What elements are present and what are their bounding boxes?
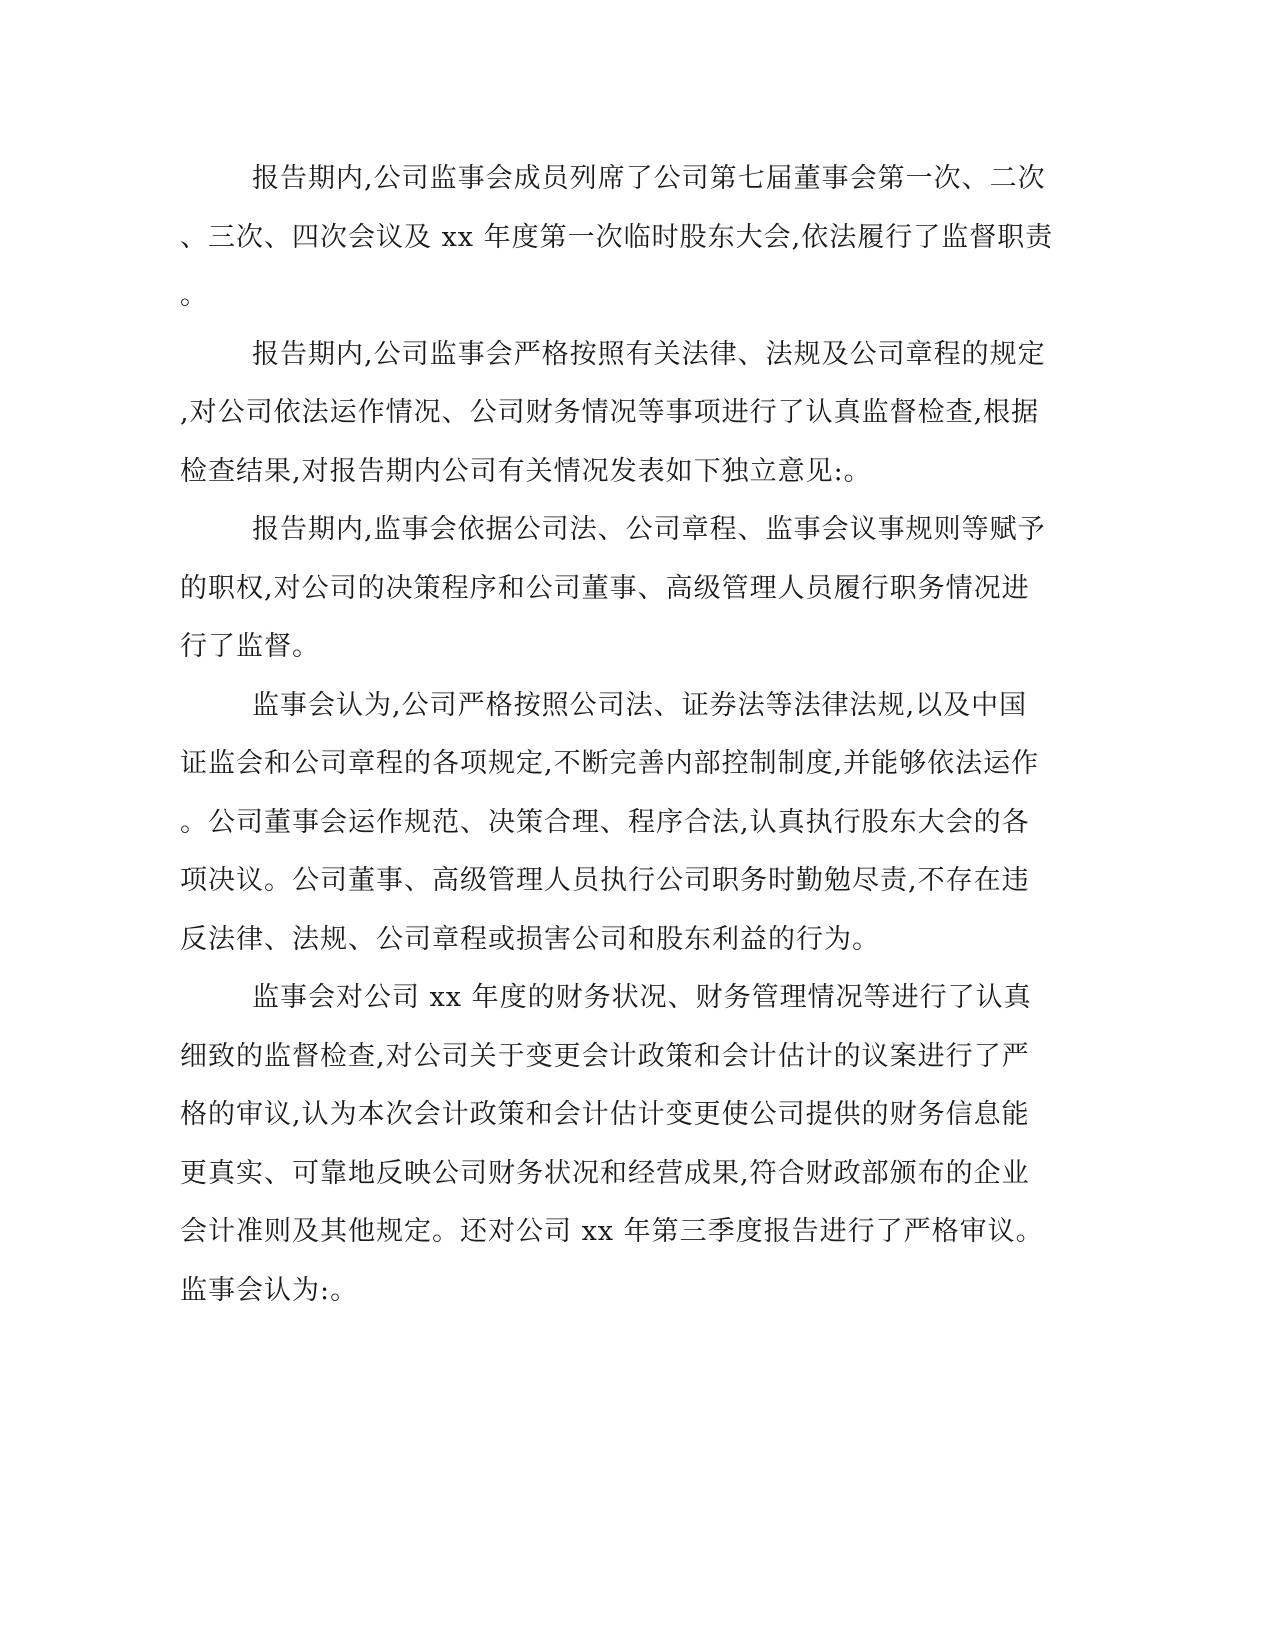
paragraph-3 xyxy=(180,501,1046,677)
text-line: 格的审议,认为本次会计政策和会计估计变更使公司提供的财务信息能 xyxy=(180,1099,1030,1130)
text-line: 报告期内,监事会依据公司法、公司章程、监事会议事规则等赋予 xyxy=(252,514,1046,545)
text-line: 报告期内,公司监事会严格按照有关法律、法规及公司章程的规定 xyxy=(252,338,1046,370)
text-line: 监事会对公司 xx 年度的财务状况、财务管理情况等进行了认真 xyxy=(252,982,1032,1013)
paragraph-2 xyxy=(180,326,1046,502)
text-line: 的职权,对公司的决策程序和公司董事、高级管理人员履行职务情况进 xyxy=(180,572,1030,604)
text-line: 监事会认为:。 xyxy=(180,1274,359,1306)
text-line: 。 xyxy=(180,280,208,311)
text-line: 监事会认为,公司严格按照公司法、证券法等法律法规,以及中国 xyxy=(252,689,1028,721)
text-line: 报告期内,公司监事会成员列席了公司第七届董事会第一次、二次 xyxy=(252,163,1046,194)
text-line: ,对公司依法运作情况、公司财务情况等事项进行了认真监督检查,根据 xyxy=(180,397,1040,428)
text-line: 证监会和公司章程的各项规定,不断完善内部控制制度,并能够依法运作 xyxy=(180,748,1040,779)
text-line: 更真实、可靠地反映公司财务状况和经营成果,符合财政部颁布的企业 xyxy=(180,1157,1030,1189)
text-line: 。公司董事会运作规范、决策合理、程序合法,认真执行股东大会的各 xyxy=(180,806,1030,838)
text-line: 细致的监督检查,对公司关于变更会计政策和会计估计的议案进行了严 xyxy=(180,1040,1030,1072)
paragraph-4 xyxy=(180,677,1040,970)
text-line: 会计准则及其他规定。还对公司 xx 年第三季度报告进行了严格审议。 xyxy=(180,1216,1044,1247)
text-line: 检查结果,对报告期内公司有关情况发表如下独立意见:。 xyxy=(180,455,872,487)
text-line: 行了监督。 xyxy=(180,631,320,662)
document-body xyxy=(180,150,1054,1320)
text-line: 反法律、法规、公司章程或损害公司和股东利益的行为。 xyxy=(180,923,880,955)
paragraph-1 xyxy=(180,150,1054,326)
paragraph-5 xyxy=(180,969,1044,1320)
text-line: 项决议。公司董事、高级管理人员执行公司职务时勤勉尽责,不存在违 xyxy=(180,865,1030,896)
text-line: 、三次、四次会议及 xx 年度第一次临时股东大会,依法履行了监督职责 xyxy=(180,221,1054,253)
